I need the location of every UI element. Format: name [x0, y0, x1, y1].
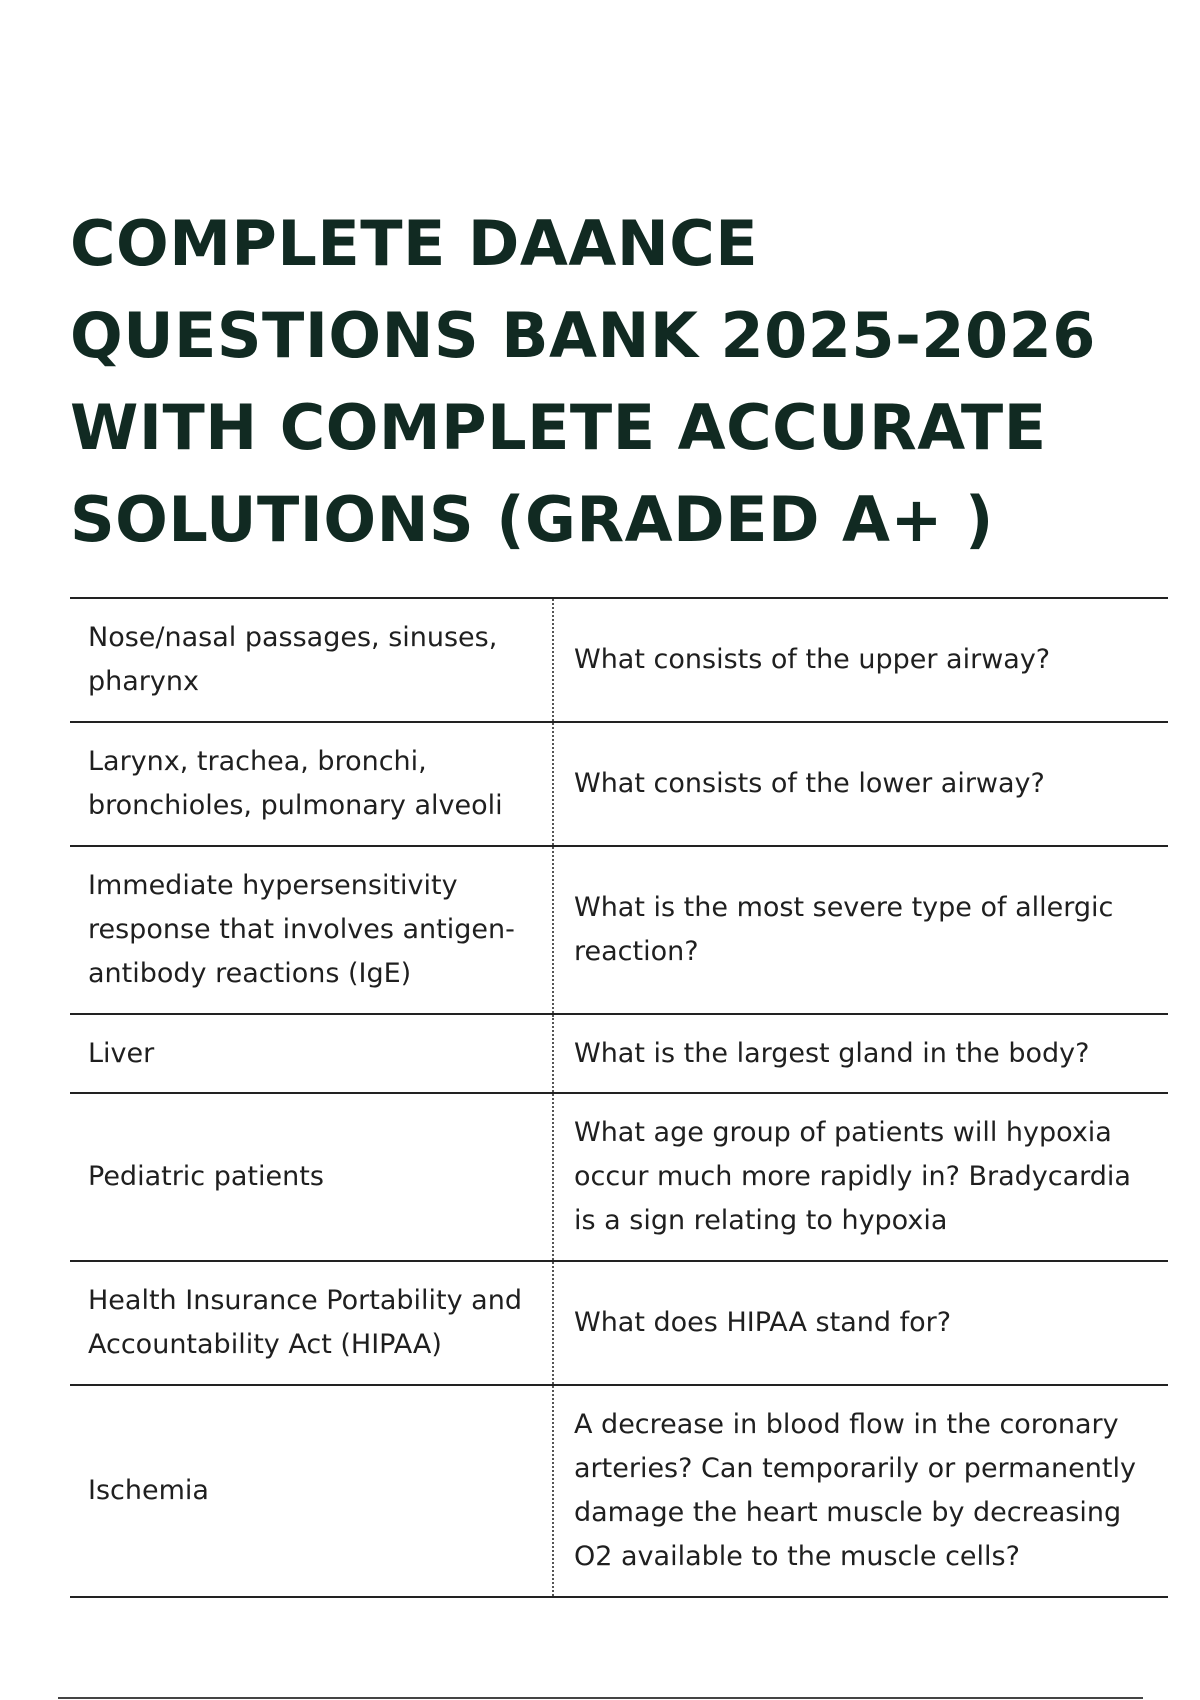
footer-divider — [58, 1697, 1143, 1699]
table-row — [70, 598, 1168, 722]
term-cell: Larynx, trachea, bronchi, bronchioles, pulmonary alveoli — [70, 722, 553, 846]
question-cell: A decrease in blood flow in the coronary arteries? Can temporarily or permanently damage the heart muscle by decreasing O2 available to the muscle cells? — [574, 1409, 1136, 1572]
table-row — [70, 1261, 1168, 1385]
question-cell: What age group of patients will hypoxia occur much more rapidly in? Bradycardia is a sign relating to hypoxia — [574, 1117, 1131, 1236]
term-cell: Ischemia — [70, 1385, 553, 1597]
term-cell: Liver — [70, 1014, 553, 1093]
term-cell: Health Insurance Portability and Accountability Act (HIPAA) — [70, 1261, 553, 1385]
term-cell: Immediate hypersensitivity response that involves antigen-antibody reactions (IgE) — [70, 846, 553, 1014]
document-title: COMPLETE DAANCE QUESTIONS BANK 2025-2026 WITH COMPLETE ACCURATE SOLUTIONS (GRADED A+ ) — [70, 207, 1096, 556]
question-cell: What consists of the upper airway? — [574, 644, 1051, 675]
question-cell: What consists of the lower airway? — [574, 768, 1045, 799]
term-cell: Nose/nasal passages, sinuses, pharynx — [70, 598, 553, 722]
table-row — [70, 1385, 1168, 1597]
qa-table — [70, 597, 1168, 1598]
table-row — [70, 846, 1168, 1014]
question-cell: What is the largest gland in the body? — [574, 1037, 1090, 1069]
table-row — [70, 1014, 1168, 1093]
table-row — [70, 722, 1168, 846]
term-cell: Pediatric patients — [70, 1093, 553, 1261]
table-row — [70, 1093, 1168, 1261]
question-cell: What is the most severe type of allergic reaction? — [574, 892, 1114, 967]
question-cell: What does HIPAA stand for? — [574, 1307, 952, 1338]
